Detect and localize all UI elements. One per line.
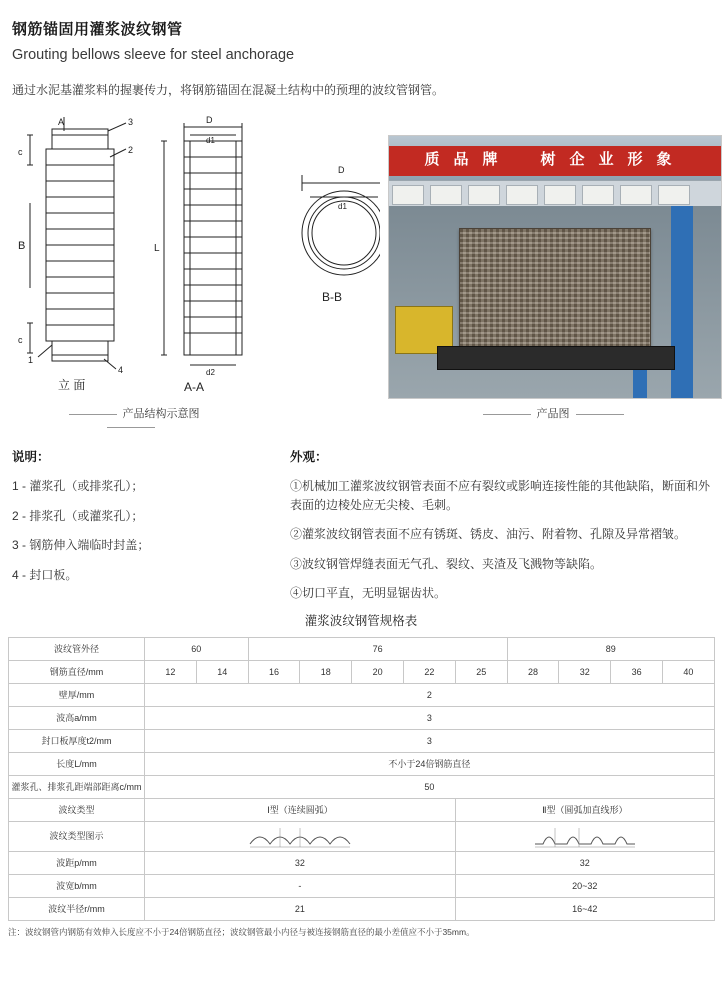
table-row [9,822,715,852]
row-label: 长度L/mm [9,753,145,776]
cell-rebar-d: 20 [352,661,404,684]
cell-rebar-d: 32 [559,661,611,684]
row-label: 灌浆孔、排浆孔距端部距离c/mm [9,776,145,799]
cell-wave-type-1: Ⅰ型（连续圆弧） [145,799,456,822]
cell-rebar-d: 40 [662,661,714,684]
cell-rebar-d: 25 [455,661,507,684]
photo-pallet [437,346,675,370]
row-label: 波距p/mm [9,852,145,875]
table-row [9,753,715,776]
photo-caption [438,405,668,421]
photo-product-bundle [459,228,651,350]
cell-wave-width-2: 20~32 [455,875,714,898]
drawing-svg [8,113,380,403]
row-label: 波宽b/mm [9,875,145,898]
table-row [9,875,715,898]
cell-rebar-d: 16 [248,661,300,684]
row-label: 壁厚/mm [9,684,145,707]
svg-text:d1: d1 [206,136,215,145]
row-label: 波纹类型 [9,799,145,822]
svg-text:B-B: B-B [322,290,343,304]
table-row [9,661,715,684]
page-title-cn: 钢筋锚固用灌浆波纹钢管 [12,21,183,38]
cell-rebar-d: 36 [611,661,663,684]
cell-wave-illus-1 [145,822,456,852]
svg-text:2: 2 [128,145,134,155]
cell-wave-type-2: Ⅱ型（圆弧加直线形） [455,799,714,822]
wave-profile-type1-icon [240,824,360,850]
photo-caption-text: 产品图 [536,408,570,420]
note-item: 4 - 封口板。 [12,567,78,582]
cell-rebar-d: 28 [507,661,559,684]
cell-rebar-d: 18 [300,661,352,684]
spec-table-title: 灌浆波纹钢管规格表 [304,614,418,628]
cell-wave-illus-2 [455,822,714,852]
svg-text:c: c [18,335,23,345]
cell-rebar-d: 22 [404,661,456,684]
product-spec-page [0,18,722,1008]
appearance-item: ①机械加工灌浆波纹钢管表面不应有裂纹或影响连接性能的其他缺陷，断面和外表面的边棱处应无尖棱、毛刺。 [290,479,711,512]
svg-text:d1: d1 [338,202,347,211]
cell-outer-diameter-60: 60 [145,638,249,661]
svg-text:D: D [338,165,345,175]
cell-wave-width-1: - [145,875,456,898]
figures-section [8,113,714,433]
svg-text:D: D [206,115,213,125]
row-label: 波高a/mm [9,707,145,730]
photo-caption-rule-left [483,414,531,415]
cell-pitch-1: 32 [145,852,456,875]
row-label: 波纹类型图示 [9,822,145,852]
cell-pitch-2: 32 [455,852,714,875]
spec-table [8,637,715,921]
svg-text:3: 3 [128,117,134,127]
photo-banner-text: 质品牌 树企业形象 [424,151,686,168]
notes-right-column [290,447,718,614]
note-item: 2 - 排浆孔（或灌浆孔）； [12,508,144,523]
cell-cap-thickness: 3 [145,730,715,753]
cell-outer-diameter-76: 76 [248,638,507,661]
svg-text:A: A [58,117,65,127]
caption-rule-left [69,414,117,415]
technical-drawing [8,113,380,403]
cell-radius-2: 16~42 [455,898,714,921]
appearance-item: ③波纹钢管焊缝表面无气孔、裂纹、夹渣及飞溅物等缺陷。 [290,556,603,571]
drawing-caption-text: 产品结构示意图 [122,408,200,420]
note-item: 1 - 灌浆孔（或排浆孔）； [12,479,144,493]
row-label: 钢筋直径/mm [9,661,145,684]
photo-wall-posters [389,180,721,208]
note-item: 3 - 钢筋伸入端临时封盖； [12,538,150,553]
svg-text:立 面: 立 面 [58,378,86,392]
caption-rule-right [107,427,155,428]
notes-left-column [12,447,262,595]
appearance-item: ②灌浆波纹钢管表面不应有锈斑、锈皮、油污、附着物、孔隙及异常褶皱。 [290,527,687,542]
table-row [9,852,715,875]
cell-rebar-d: 12 [145,661,197,684]
wave-profile-type2-icon [525,824,645,850]
svg-text:c: c [18,147,23,157]
page-intro: 通过水泥基灌浆料的握裹传力，将钢筋锚固在混凝土结构中的预理的波纹管钢管。 [12,83,445,97]
cell-length: 不小于24倍钢筋直径 [145,753,715,776]
svg-text:1: 1 [28,355,34,365]
appearance-item: ④切口平直，无明显锯齿状。 [290,586,447,601]
cell-wall-thickness: 2 [145,684,715,707]
notes-right-heading: 外观： [290,450,328,464]
svg-text:B: B [18,240,26,252]
page-title-en: Grouting bellows sleeve for steel anchorage [12,47,295,63]
table-row [9,776,715,799]
table-row [9,799,715,822]
drawing-caption [36,405,226,433]
table-row [9,707,715,730]
spec-table-note: 注：波纹钢管内钢筋有效伸入长度应不小于24倍钢筋直径；波纹钢管最小内径与被连接钢筋直径的最小差值应不小于35mm。 [8,927,475,937]
svg-text:L: L [154,243,160,254]
svg-text:d2: d2 [206,368,215,377]
svg-text:A-A: A-A [184,380,205,394]
product-photo [388,135,722,399]
notes-left-heading: 说明： [12,450,50,464]
photo-caption-rule-right [576,414,624,415]
cell-wave-height: 3 [145,707,715,730]
row-label: 封口板厚度t2/mm [9,730,145,753]
row-label: 波纹管外径 [9,638,145,661]
row-label: 波纹半径r/mm [9,898,145,921]
cell-radius-1: 21 [145,898,456,921]
table-row [9,684,715,707]
table-row [9,638,715,661]
notes-section [8,447,714,607]
table-row [9,898,715,921]
cell-hole-distance: 50 [145,776,715,799]
svg-text:4: 4 [118,365,124,375]
cell-rebar-d: 14 [196,661,248,684]
table-row [9,730,715,753]
cell-outer-diameter-89: 89 [507,638,714,661]
